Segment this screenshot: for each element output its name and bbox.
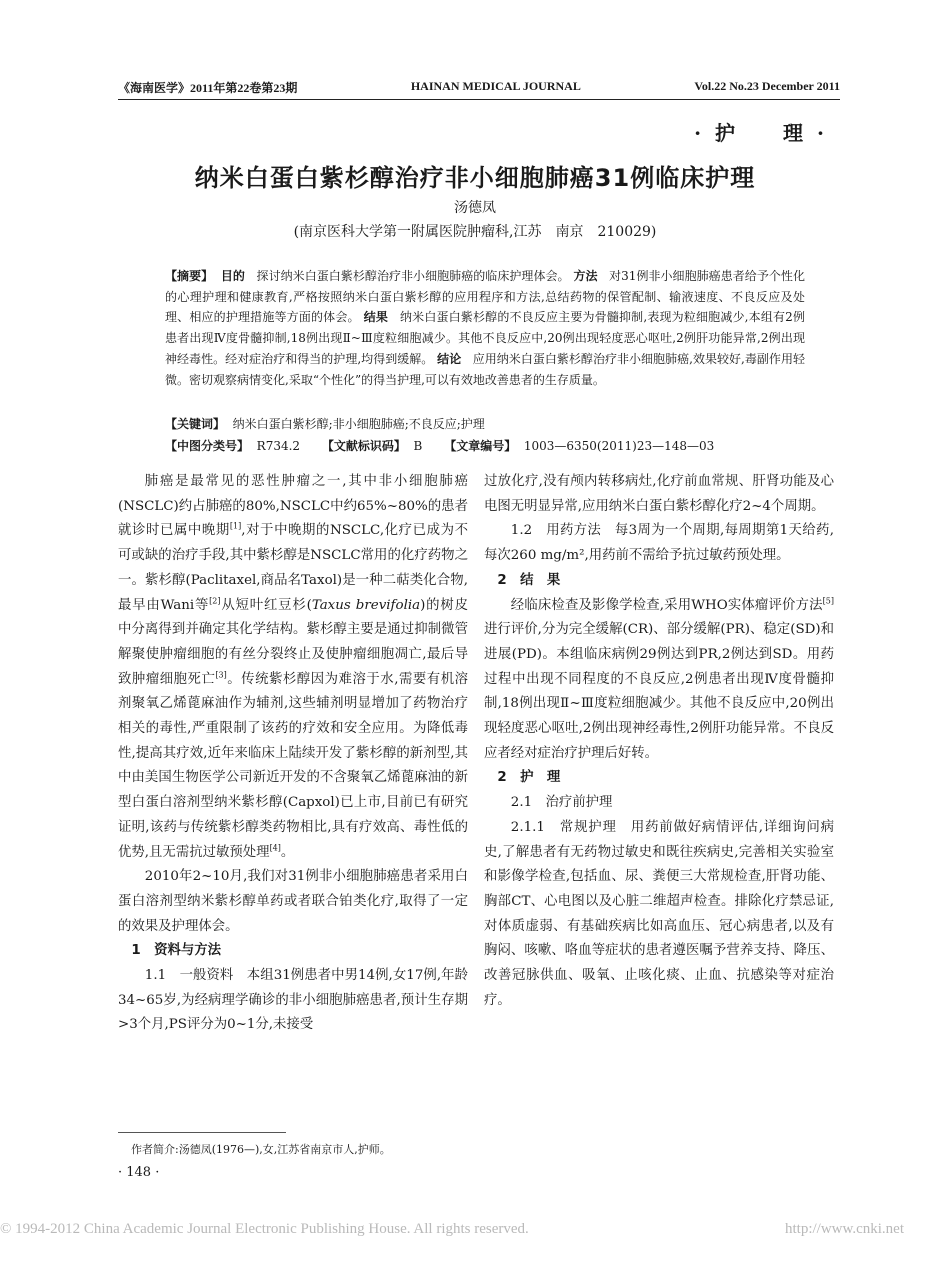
keywords-text: 纳米白蛋白紫杉醇;非小细胞肺癌;不良反应;护理 [232, 417, 485, 431]
doc-code-label: 【文献标识码】 [321, 439, 406, 453]
keywords-line [165, 415, 805, 432]
nursing-heading: 2 护 理 [497, 770, 561, 786]
section-2-1-1: 2.1.1 常规护理 用药前做好病情评估,详细询问病史,了解患者有无药物过敏史和既往疾病史,完善相关实验室和影像学检查,包括血、尿、粪便三大常规检查,肝肾功能、胸部CT、心电图以及心脏二维超声检查。排除化疗禁忌证,对体质虚弱、有基础疾病比如高血压、冠心病患者,以及有胸闷、咳嗽、咯血等症状的患者遵医嘱予营养支持、降压、改善冠脉供血、吸氧、止咳化痰、止血、抗感染等对症治疗。 [484, 819, 834, 1008]
article-title: 纳米白蛋白紫杉醇治疗非小细胞肺癌31例临床护理 [194, 164, 756, 192]
page-number: · 148 · [118, 1165, 160, 1180]
clc-value: R734.2 [256, 439, 301, 453]
intro-paragraph-1 [118, 470, 468, 865]
method-label: 方法 [573, 269, 598, 283]
purpose-label: 目的 [220, 269, 245, 283]
results-paragraph [484, 594, 834, 767]
keywords-label: 【关键词】 [165, 417, 226, 431]
section-2-1: 2.1 治疗前护理 [510, 795, 613, 811]
purpose-text: 探讨纳米白蛋白紫杉醇治疗非小细胞肺癌的临床护理体会。 [256, 269, 570, 283]
running-head-left: 《海南医学》2011年第22卷第23期 [118, 81, 298, 95]
cnki-url: http://www.cnki.net [784, 1221, 904, 1237]
section-tag: ·护 理· [694, 121, 838, 145]
intro-text-d: )的树皮中分离得到并确定其化学结构。紫杉醇主要是通过抑制微管解聚使肿瘤细胞的有丝分裂终止及使肿瘤细胞凋亡,最后导致肿瘤细胞死亡 [118, 597, 468, 687]
section-1-1: 1.1 一般资料 本组31例患者中男14例,女17例,年龄34~65岁,为经病理学确诊的非小细胞肺癌患者,预计生存期>3个月,PS评分为0~1分,未接受 [118, 968, 468, 1033]
classification-line [165, 437, 805, 454]
ref-2: [2] [209, 596, 221, 606]
section-1-2: 1.2 用药方法 每3周为一个周期,每周期第1天给药,每次260 mg/m²,用药前不需给予抗过敏药预处理。 [484, 523, 834, 564]
intro-paragraph-2: 2010年2~10月,我们对31例非小细胞肺癌患者采用白蛋白溶剂型纳米紫杉醇单药或者联合铂类化疗,取得了一定的效果及护理体会。 [118, 869, 468, 934]
abstract-label: 【摘要】 [165, 269, 214, 283]
author-footnote: 作者简介:汤德凤(1976—),女,江苏省南京市人,护师。 [131, 1143, 391, 1156]
affiliation: (南京医科大学第一附属医院肿瘤科,江苏 南京 210029) [293, 224, 657, 240]
article-number-label: 【文章编号】 [444, 439, 517, 453]
taxus-species: Taxus brevifolia [311, 597, 421, 613]
intro-text-b: ,对于中晚期的NSCLC,化疗已成为不可或缺的治疗手段,其中紫杉醇是NSCLC常用的化疗药物之一。紫杉醇(Paclitaxel,商品名Taxol)是一种二萜类化合物,最早由Wani等 [118, 523, 469, 613]
abstract [165, 266, 805, 390]
intro-text-e: 。传统紫杉醇因为难溶于水,需要有机溶剂聚氧乙烯蓖麻油作为辅剂,这些辅剂明显增加了药物治疗相关的毒性,严重限制了该药的疗效和安全应用。为降低毒性,提高其疗效,近年来临床上陆续开发了紫杉醇的新剂型,其中由美国生物医学公司新近开发的不含聚氧乙烯蓖麻油的新型白蛋白溶剂型纳米紫杉醇(Capxol)已上市,目前已有研究证明,该药与传统紫杉醇类药物相比,具有疗效高、毒性低的优势,且无需抗过敏预处理 [118, 671, 469, 860]
ref-1: [1] [229, 521, 242, 531]
author: 汤德凤 [454, 200, 496, 216]
doc-code-value: B [413, 439, 423, 453]
results-text-a: 经临床检查及影像学检查,采用WHO实体瘤评价方法 [510, 597, 823, 613]
intro-text-a: 肺癌是最常见的恶性肿瘤之一,其中非小细胞肺癌(NSCLC)约占肺癌的80%,NSCLC中约65%~80%的患者就诊时已属中晚期 [118, 474, 468, 539]
ref-5: [5] [822, 596, 834, 606]
clc-label: 【中图分类号】 [165, 439, 250, 453]
article-number-value: 1003—6350(2011)23—148—03 [523, 439, 715, 453]
method-text: 对31例非小细胞肺癌患者给予个性化的心理护理和健康教育,严格按照纳米白蛋白紫杉醇的应用程序和方法,总结药物的保管配制、输液速度、不良反应及处理、相应的护理措施等方面的体会。 [165, 269, 805, 325]
results-text-b: 进行评价,分为完全缓解(CR)、部分缓解(PR)、稳定(SD)和进展(PD)。本组临床病例29例达到PR,2例达到SD。用药过程中出现不同程度的不良反应,2例患者出现Ⅳ度骨髓抑制,18例出现Ⅱ~Ⅲ度粒细胞减少。其他不良反应中,20例出现轻度恶心呕吐,2例出现神经毒性,2例肝功能异常。不良反应者经对症治疗护理后好转。 [484, 622, 834, 761]
intro-text-c: 从短叶红豆杉( [220, 597, 312, 613]
footnote-rule [118, 1132, 286, 1133]
copyright-text: © 1994-2012 China Academic Journal Electronic Publishing House. All rights reserved. [0, 1221, 529, 1237]
result-label: 结果 [363, 310, 389, 325]
copyright-watermark [0, 1221, 950, 1238]
intro-text-f: 。 [280, 844, 295, 860]
section-1-heading: 1 资料与方法 [131, 943, 222, 959]
header-rule [118, 99, 840, 100]
left-column [118, 470, 468, 1038]
running-head-right: Vol.22 No.23 December 2011 [694, 79, 840, 93]
right-column [484, 470, 834, 1013]
result-text: 纳米白蛋白紫杉醇的不良反应主要为骨髓抑制,表现为粒细胞减少,本组有2例患者出现Ⅳ度骨髓抑制,18例出现Ⅱ~Ⅲ度粒细胞减少。其他不良反应中,20例出现轻度恶心呕吐,2例肝功能异常,2例出现神经毒性。经对症治疗和得当的护理,均得到缓解。 [165, 310, 805, 366]
results-heading: 2 结 果 [497, 572, 561, 588]
ref-4: [4] [269, 843, 281, 853]
running-head [118, 79, 840, 96]
conclusion-label: 结论 [437, 351, 462, 366]
running-head-center: HAINAN MEDICAL JOURNAL [410, 79, 581, 93]
section-1-1-continued: 过放化疗,没有颅内转移病灶,化疗前血常规、肝肾功能及心电图无明显异常,应用纳米白蛋白紫杉醇化疗2~4个周期。 [484, 474, 834, 514]
ref-3: [3] [215, 670, 227, 680]
conclusion-text: 应用纳米白蛋白紫杉醇治疗非小细胞肺癌,效果较好,毒副作用轻微。密切观察病情变化,采取“个性化”的得当护理,可以有效地改善患者的生存质量。 [165, 351, 805, 387]
